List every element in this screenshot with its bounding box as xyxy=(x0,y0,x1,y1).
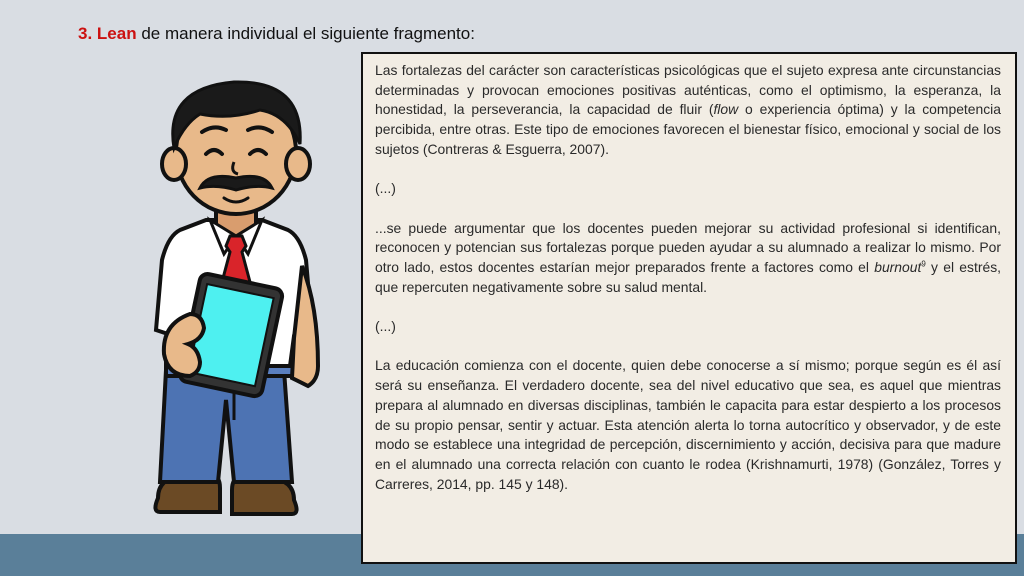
instruction-heading xyxy=(78,24,475,44)
instruction-text: de manera individual el siguiente fragmento: xyxy=(141,24,475,43)
fragment-text-box xyxy=(361,52,1017,564)
footnote-marker: 9 xyxy=(921,259,926,269)
instruction-number: 3. xyxy=(78,24,93,43)
fragment-ellipsis-2: (...) xyxy=(375,318,396,335)
fragment-p2-part-b: y el estrés, que repercuten negativamente sobre su salud mental. xyxy=(375,259,1001,295)
fragment-p1-part-b: o experiencia óptima) y la competencia percibida, entre otras. Este tipo de emociones favorecen el bienestar físico, emocional y social de los sujetos (Contreras & Esguerra, 2007). xyxy=(375,101,1001,157)
teacher-with-tablet-icon xyxy=(130,70,340,540)
fragment-p2-part-a: ...se puede argumentar que los docentes pueden mejorar su actividad profesional si identifican, reconocen y potencian sus fortalezas porque pueden ayudar a su alumnado a realizar lo mismo. Por otro lado, estos docentes estarían mejor preparados frente a factores como el xyxy=(375,219,1001,275)
fragment-ellipsis-1: (...) xyxy=(375,180,396,197)
instruction-verb: Lean xyxy=(96,24,137,43)
fragment-paragraph-3: La educación comienza con el docente, quien debe conocerse a sí mismo; porque según es él así será su enseñanza. El verdadero docente, sea del nivel educativo que sea, es aquel que mientras prepara al alumnado en diversas disciplinas, también le capacita para estar despierto a los procesos de su propio pensar, sentir y actuar. Esta atención alerta lo torna autocrítico y observador, y de este modo se establece una integridad de percepción, discernimiento y acción, decisiva para que madure en el alumnado una correcta relación con cuanto le rodea (Krishnamurti, 1978) (González, Torres y Carreres, 2014, pp. 145 y 148). xyxy=(375,357,1001,492)
fragment-p1-italic: flow xyxy=(713,101,739,118)
fragment-paragraph-2 xyxy=(375,219,1001,298)
fragment-p2-italic: burnout xyxy=(874,259,922,275)
fragment-p1-part-a: Las fortalezas del carácter son características psicológicas que el sujeto expresa ante circunstancias determinadas y provocan emociones positivas auténticas, como el optimismo, la esperanza, la honestidad, la perseverancia, la capacidad de fluir ( xyxy=(375,62,1001,118)
fragment-paragraph-1 xyxy=(375,61,1001,160)
